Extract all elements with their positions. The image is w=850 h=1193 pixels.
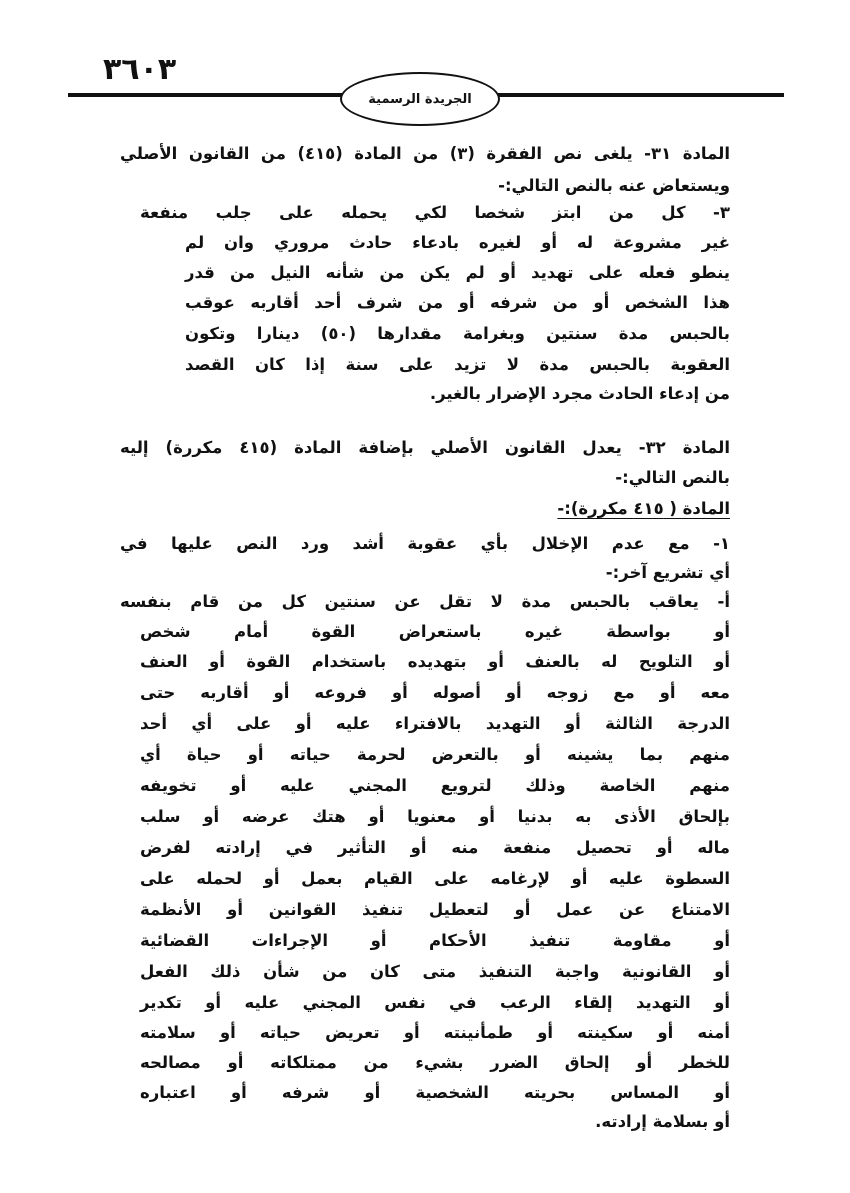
clause-a-line: أو القانونية واجبة التنفيذ متى كان من شأن ذلك الفعل — [140, 962, 730, 981]
clause-a-line: بإلحاق الأذى به بدنيا أو معنويا أو هتك عرضه أو سلب — [140, 807, 730, 826]
clause-a-line: أو التلويح له بالعنف أو بتهديده باستخدام القوة أو العنف — [140, 652, 730, 671]
clause-a-line: أو مقاومة تنفيذ الأحكام أو الإجراءات القضائية — [140, 931, 730, 950]
gazette-title: الجريدة الرسمية — [368, 91, 472, 107]
clause-a-line: أ- يعاقب بالحبس مدة لا تقل عن سنتين كل من قام بنفسه — [120, 592, 730, 611]
clause-a-line: معه أو مع زوجه أو أصوله أو فروعه أو أقاربه حتى — [140, 683, 730, 702]
clause-a-line: أو بواسطة غيره باستعراض القوة أمام شخص — [140, 622, 730, 641]
article-31-line: بالحبس مدة سنتين وبغرامة مقدارها (٥٠) دينارا وتكون — [185, 324, 730, 343]
clause-a-line: منهم بما يشينه أو بالتعرض لحرمة حياته أو حياة أي — [140, 745, 730, 764]
article-31-line: من إدعاء الحادث مجرد الإضرار بالغير. — [429, 384, 730, 403]
article-32-line: المادة ٣٢- يعدل القانون الأصلي بإضافة المادة (٤١٥ مكررة) إليه — [120, 438, 731, 457]
clause-1-line: أي تشريع آخر:- — [605, 563, 730, 582]
clause-a-line: منهم الخاصة وذلك لترويع المجني عليه أو تخويفه — [140, 776, 730, 795]
article-31-line: المادة ٣١- يلغى نص الفقرة (٣) من المادة (٤١٥) من القانون الأصلي — [120, 144, 731, 163]
article-31-line: ويستعاض عنه بالنص التالي:- — [498, 176, 730, 195]
page-number: ٣٦٠٣ — [103, 52, 177, 87]
article-31-line: ينطو فعله على تهديد أو لم يكن من شأنه النيل من قدر — [185, 263, 730, 282]
article-31-line: العقوبة بالحبس مدة لا تزيد على سنة إذا كان القصد — [185, 355, 730, 374]
article-31-line: غير مشروعة له أو لغيره بادعاء حادث مروري وان لم — [185, 233, 730, 252]
clause-a-line: السطوة عليه أو لإرغامه على القيام بعمل أو لحمله على — [140, 869, 730, 888]
clause-a-line: أمنه أو سكينته أو طمأنينته أو تعريض حياته أو سلامته — [140, 1023, 730, 1042]
clause-a-line: الدرجة الثالثة أو التهديد بالافتراء عليه أو على أي أحد — [140, 714, 730, 733]
article-31-line: هذا الشخص أو من شرفه أو من شرف أحد أقاربه عوقب — [185, 293, 730, 312]
clause-a-line: أو التهديد إلقاء الرعب في نفس المجني عليه أو تكدير — [140, 993, 730, 1012]
article-32-line: بالنص التالي:- — [615, 468, 730, 487]
article-31-line: ٣- كل من ابتز شخصا لكي يحمله على جلب منفعة — [140, 203, 730, 222]
clause-1-line: ١- مع عدم الإخلال بأي عقوبة أشد ورد النص عليها في — [120, 534, 730, 553]
article-32-subheading: المادة ( ٤١٥ مكررة):- — [557, 499, 730, 518]
gazette-title-oval — [340, 72, 500, 126]
clause-a-line: للخطر أو إلحاق الضرر بشيء من ممتلكاته أو مصالحه — [140, 1053, 730, 1072]
clause-a-line: أو المساس بحريته الشخصية أو شرفه أو اعتباره — [140, 1083, 730, 1102]
clause-a-line: أو بسلامة إرادته. — [595, 1112, 730, 1131]
clause-a-line: الامتناع عن عمل أو لتعطيل تنفيذ القوانين أو الأنظمة — [140, 900, 730, 919]
clause-a-line: ماله أو تحصيل منفعة منه أو التأثير في إرادته لفرض — [140, 838, 730, 857]
